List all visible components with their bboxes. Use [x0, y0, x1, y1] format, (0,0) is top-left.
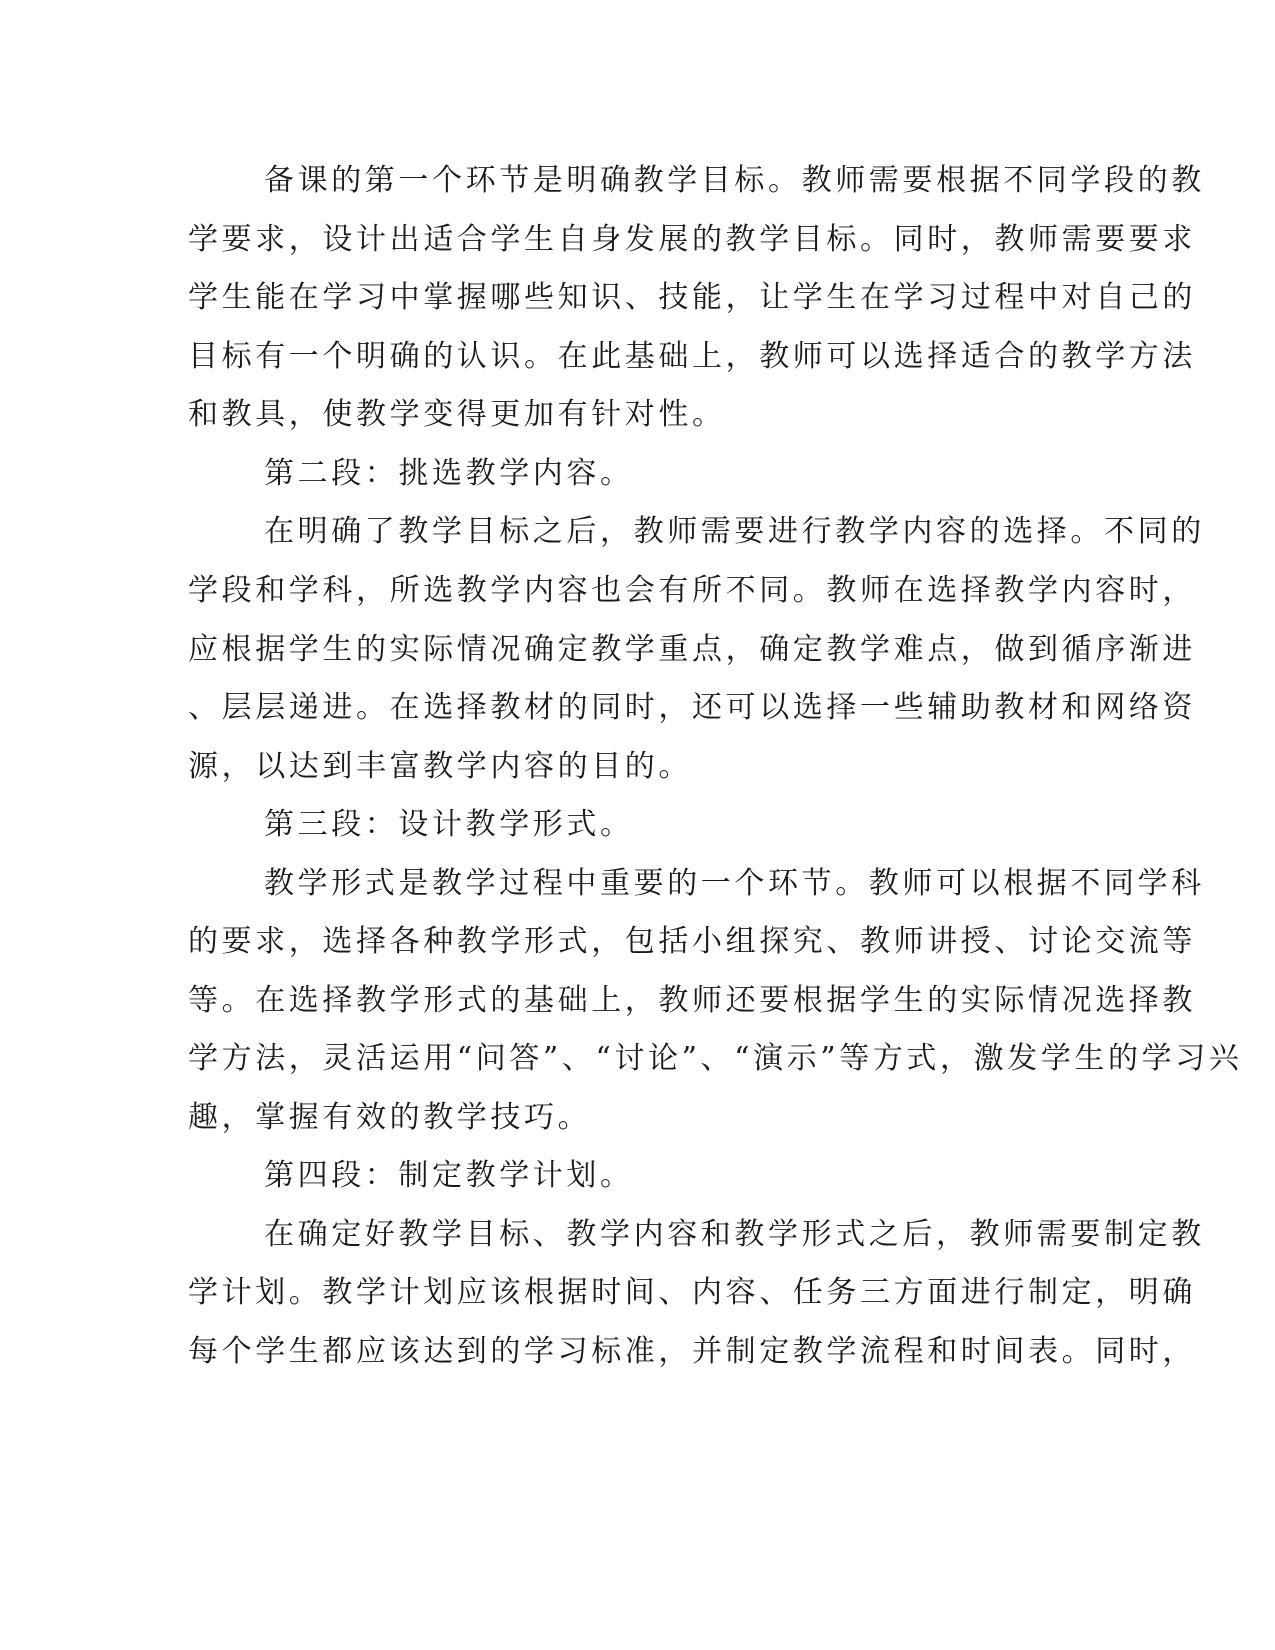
text-line: 学计划。教学计划应该根据时间、内容、任务三方面进行制定，明确: [188, 1275, 1196, 1310]
section-heading: 第四段：制定教学计划。: [264, 1158, 634, 1193]
text-line: 在确定好教学目标、教学内容和教学形式之后，教师需要制定教: [264, 1217, 1205, 1252]
text-line: 应根据学生的实际情况确定教学重点，确定教学难点，做到循序渐进: [188, 632, 1196, 667]
section-heading: 第二段：挑选教学内容。: [264, 456, 634, 491]
text-line: 学方法，灵活运用“问答”、“讨论”、“演示”等方式，激发学生的学习兴: [188, 1041, 1243, 1076]
section-heading: 第三段：设计教学形式。: [264, 807, 634, 842]
text-line: 教学形式是教学过程中重要的一个环节。教师可以根据不同学科: [264, 866, 1205, 901]
text-line: 的要求，选择各种教学形式，包括小组探究、教师讲授、讨论交流等: [188, 924, 1196, 959]
text-line: 在明确了教学目标之后，教师需要进行教学内容的选择。不同的: [264, 514, 1205, 549]
text-line: 等。在选择教学形式的基础上，教师还要根据学生的实际情况选择教: [188, 983, 1196, 1018]
text-line: 每个学生都应该达到的学习标准，并制定教学流程和时间表。同时，: [188, 1334, 1196, 1369]
text-line: 学段和学科，所选教学内容也会有所不同。教师在选择教学内容时，: [188, 573, 1196, 608]
text-line: 学生能在学习中掌握哪些知识、技能，让学生在学习过程中对自己的: [188, 280, 1196, 315]
text-line: 和教具，使教学变得更加有针对性。: [188, 397, 726, 432]
text-line: 源，以达到丰富教学内容的目的。: [188, 749, 692, 784]
text-line: 备课的第一个环节是明确教学目标。教师需要根据不同学段的教: [264, 163, 1205, 198]
text-line: 趣，掌握有效的教学技巧。: [188, 1100, 592, 1135]
text-line: 目标有一个明确的认识。在此基础上，教师可以选择适合的教学方法: [188, 339, 1196, 374]
text-line: 、层层递进。在选择教材的同时，还可以选择一些辅助教材和网络资: [188, 690, 1196, 725]
text-line: 学要求，设计出适合学生自身发展的教学目标。同时，教师需要要求: [188, 222, 1196, 257]
